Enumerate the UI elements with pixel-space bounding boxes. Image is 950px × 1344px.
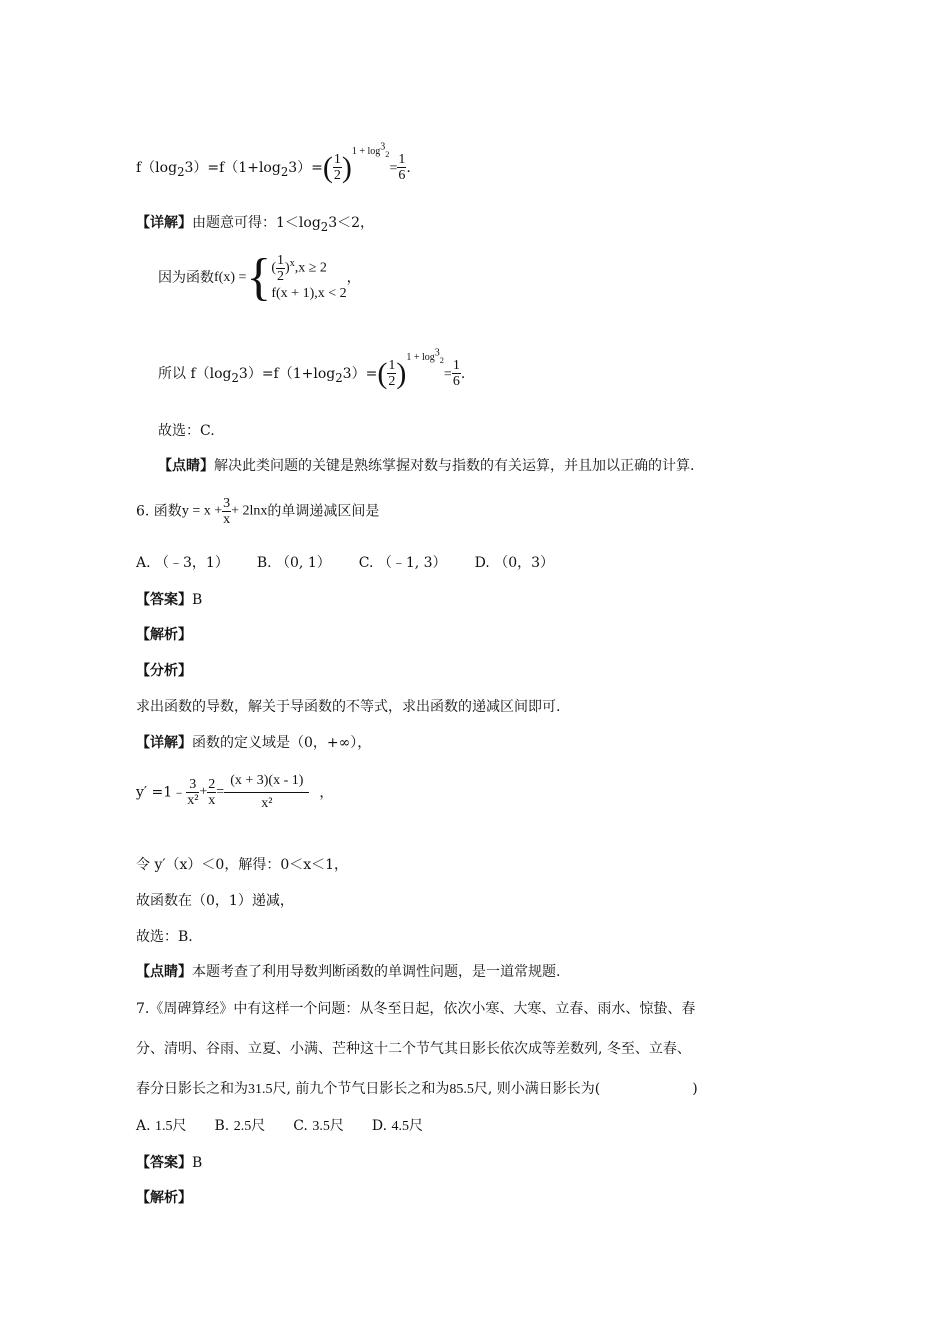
question-6: 6. 函数y = x + $\frac{3}{x}$ + 2lnx的单调递减区间是 [136,496,380,527]
choose-b-line: 故选：B. [136,929,193,945]
option-c[interactable]: C. 3.5尺 [293,1118,344,1134]
option-c[interactable]: C. （﹣1, 3） [358,555,447,571]
derivative-line: y′ =1﹣ $\frac{3}{\text{x²}}$ + $\frac{2}{x}$ = $\frac{(x + 3)(x - 1)}{\text{x²}}$ ， [136,770,333,815]
option-a[interactable]: A. 1.5尺 [136,1118,187,1134]
jiexi-7: 【解析】 [136,1190,192,1206]
choose-c-line: 故选：C. [158,423,215,439]
fraction-half: $\frac{1}{2}$ [333,152,341,184]
question-7-options [136,1116,451,1137]
answer-7: 【答案】B [136,1155,203,1171]
formula-line-2: 所以 $f(\log_23)=f(1+\log_23)=$( $\frac{1}{2}$ )$^{1 + log^3_2}$= $\frac{1}{6}$ . [158,348,466,390]
question-7-line-2: 分、清明、谷雨、立夏、小满、芒种这十二个节气其日影长依次成等差数列, 冬至、立春、 [136,1041,691,1057]
dijian-line: 故函数在（0，1）递减， [136,893,294,909]
dianjing-line-2: 【点睛】本题考查了利用导数判断函数的单调性问题，是一道常规题. [136,964,561,980]
detail-line: 【详解】由题意可得：$1<\log_23<2$， [136,215,375,234]
ling-line: 令 y′（x）＜0，解得：0＜x＜1， [136,857,349,873]
question-6-options [136,553,582,573]
fenxi-text: 求出函数的导数，解关于导函数的不等式，求出函数的递减区间即可. [136,699,561,715]
answer-6: 【答案】B [136,592,203,608]
piecewise-function-line: 因为函数f(x) ={ ( $\frac{1}{2}$ )$^x$,x ≥ 2 f(x + 1),x < 2 ， [158,249,361,306]
question-7-line-1: 7.《周碑算经》中有这样一个问题：从冬至日起，依次小寒、大寒、立春、雨水、惊蛰、春 [136,1001,696,1017]
option-b[interactable]: B. 2.5尺 [214,1118,266,1134]
dianjing-line-1: 【点睛】解决此类问题的关键是熟练掌握对数与指数的有关运算，并且加以正确的计算. [158,458,695,474]
question-7-line-3: 春分日影长之和为31.5尺, 前九个节气日影长之和为85.5尺, 则小满日影长为( ) [136,1081,698,1097]
option-a[interactable]: A. （﹣3，1） [136,555,229,571]
fraction-sixth: $\frac{1}{6}$ [398,152,406,184]
detail-6: 【详解】函数的定义域是（0，+∞）， [136,735,372,751]
option-b[interactable]: B. （0, 1） [256,555,331,571]
option-d[interactable]: D. （0，3） [474,555,555,571]
formula-line-1: $f(\log_23)=f(1+\log_23)=$( $\frac{1}{2}$ )$^{1 + log^3_2}$= $\frac{1}{6}$ . [136,142,411,184]
option-d[interactable]: D. 4.5尺 [371,1118,423,1134]
fenxi-6: 【分析】 [136,663,192,679]
jiexi-6: 【解析】 [136,627,192,643]
piecewise-cases: ( $\frac{1}{2}$ )$^x$,x ≥ 2 f(x + 1),x < 2 [271,252,347,301]
